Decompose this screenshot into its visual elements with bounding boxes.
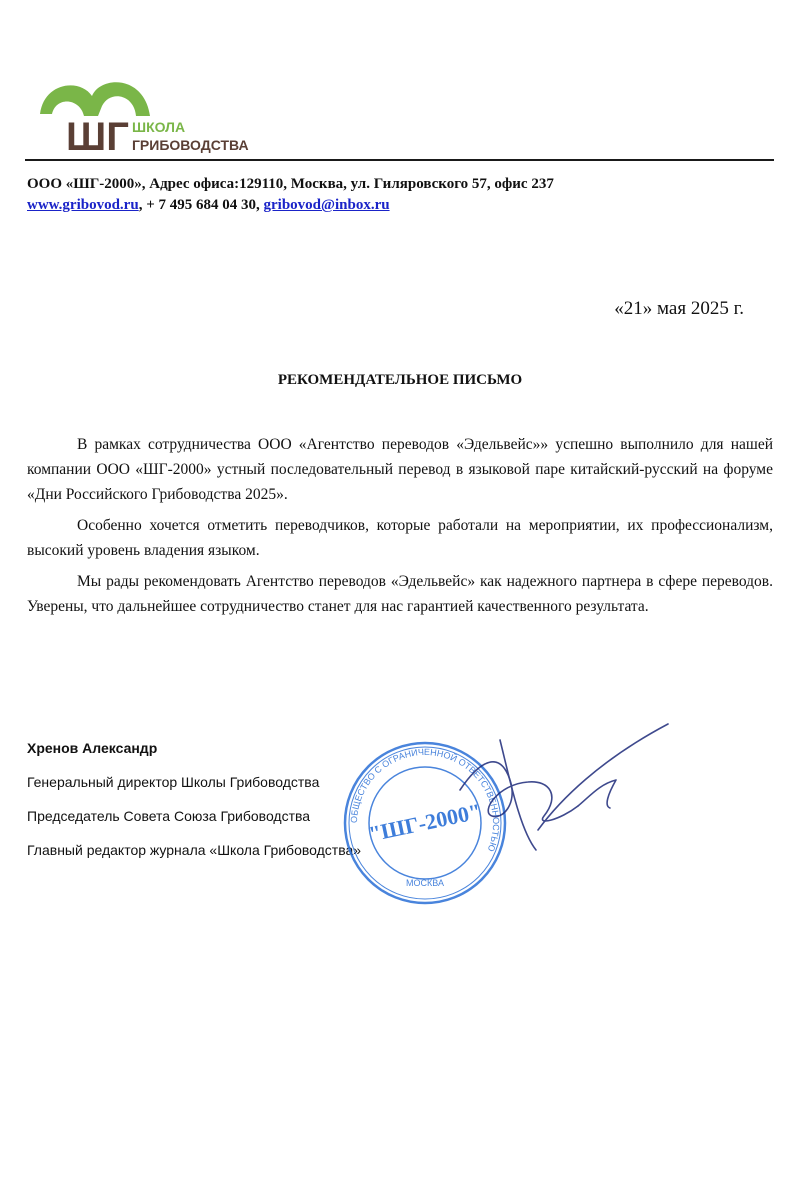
- signatory-position: Главный редактор журнала «Школа Грибоводства»: [27, 842, 362, 858]
- logo-abbreviation: ШГ: [66, 115, 129, 156]
- letter-date: «21» мая 2025 г.: [614, 298, 744, 319]
- letter-title: РЕКОМЕНДАТЕЛЬНОЕ ПИСЬМО: [277, 372, 523, 388]
- stamp-city-text: МОСКВА: [406, 878, 444, 888]
- handwritten-signature: [440, 720, 680, 870]
- paragraph: Особенно хочется отметить переводчиков, которые работали на мероприятии, их профессионализм, высокий уровень владения языком.: [27, 517, 773, 559]
- paragraph: В рамках сотрудничества ООО «Агентство переводов «Эдельвейс»» успешно выполнило для нашей компании ООО «ШГ-2000» устный последовательный перевод в языковой паре китайский-русский на форуме «Дни Российского Грибоводства 2025».: [27, 436, 773, 503]
- email-link[interactable]: gribovod@inbox.ru: [263, 197, 390, 213]
- company-logo: [40, 72, 260, 156]
- contact-line: [27, 197, 390, 214]
- stamp-ring-text: ОБЩЕСТВО С ОГРАНИЧЕННОЙ ОТВЕТСТВЕННОСТЬЮ: [348, 746, 502, 853]
- logo-green-arch: [40, 82, 150, 116]
- phone-text: , + 7 495 684 04 30,: [138, 197, 264, 213]
- logo-line2: ГРИБОВОДСТВА: [132, 137, 249, 153]
- paragraph: Мы рады рекомендовать Агентство переводов «Эдельвейс» как надежного партнера в сфере переводов. Уверены, что дальнейшее сотрудничество станет для нас гарантией качественного результата.: [27, 573, 773, 615]
- website-link[interactable]: www.gribovod.ru: [27, 197, 139, 213]
- letter-body: [27, 432, 773, 625]
- logo-line1: ШКОЛА: [132, 119, 186, 135]
- stamp-center-text: "ШГ-2000": [366, 798, 484, 847]
- signatory-position: Председатель Совета Союза Грибоводства: [27, 808, 311, 824]
- signatory-position: Генеральный директор Школы Грибоводства: [27, 774, 320, 790]
- signatory-name: Хренов Александр: [27, 740, 158, 756]
- company-address: ООО «ШГ-2000», Адрес офиса:129110, Москва, ул. Гиляровского 57, офис 237: [27, 176, 554, 192]
- header-divider: [25, 159, 774, 161]
